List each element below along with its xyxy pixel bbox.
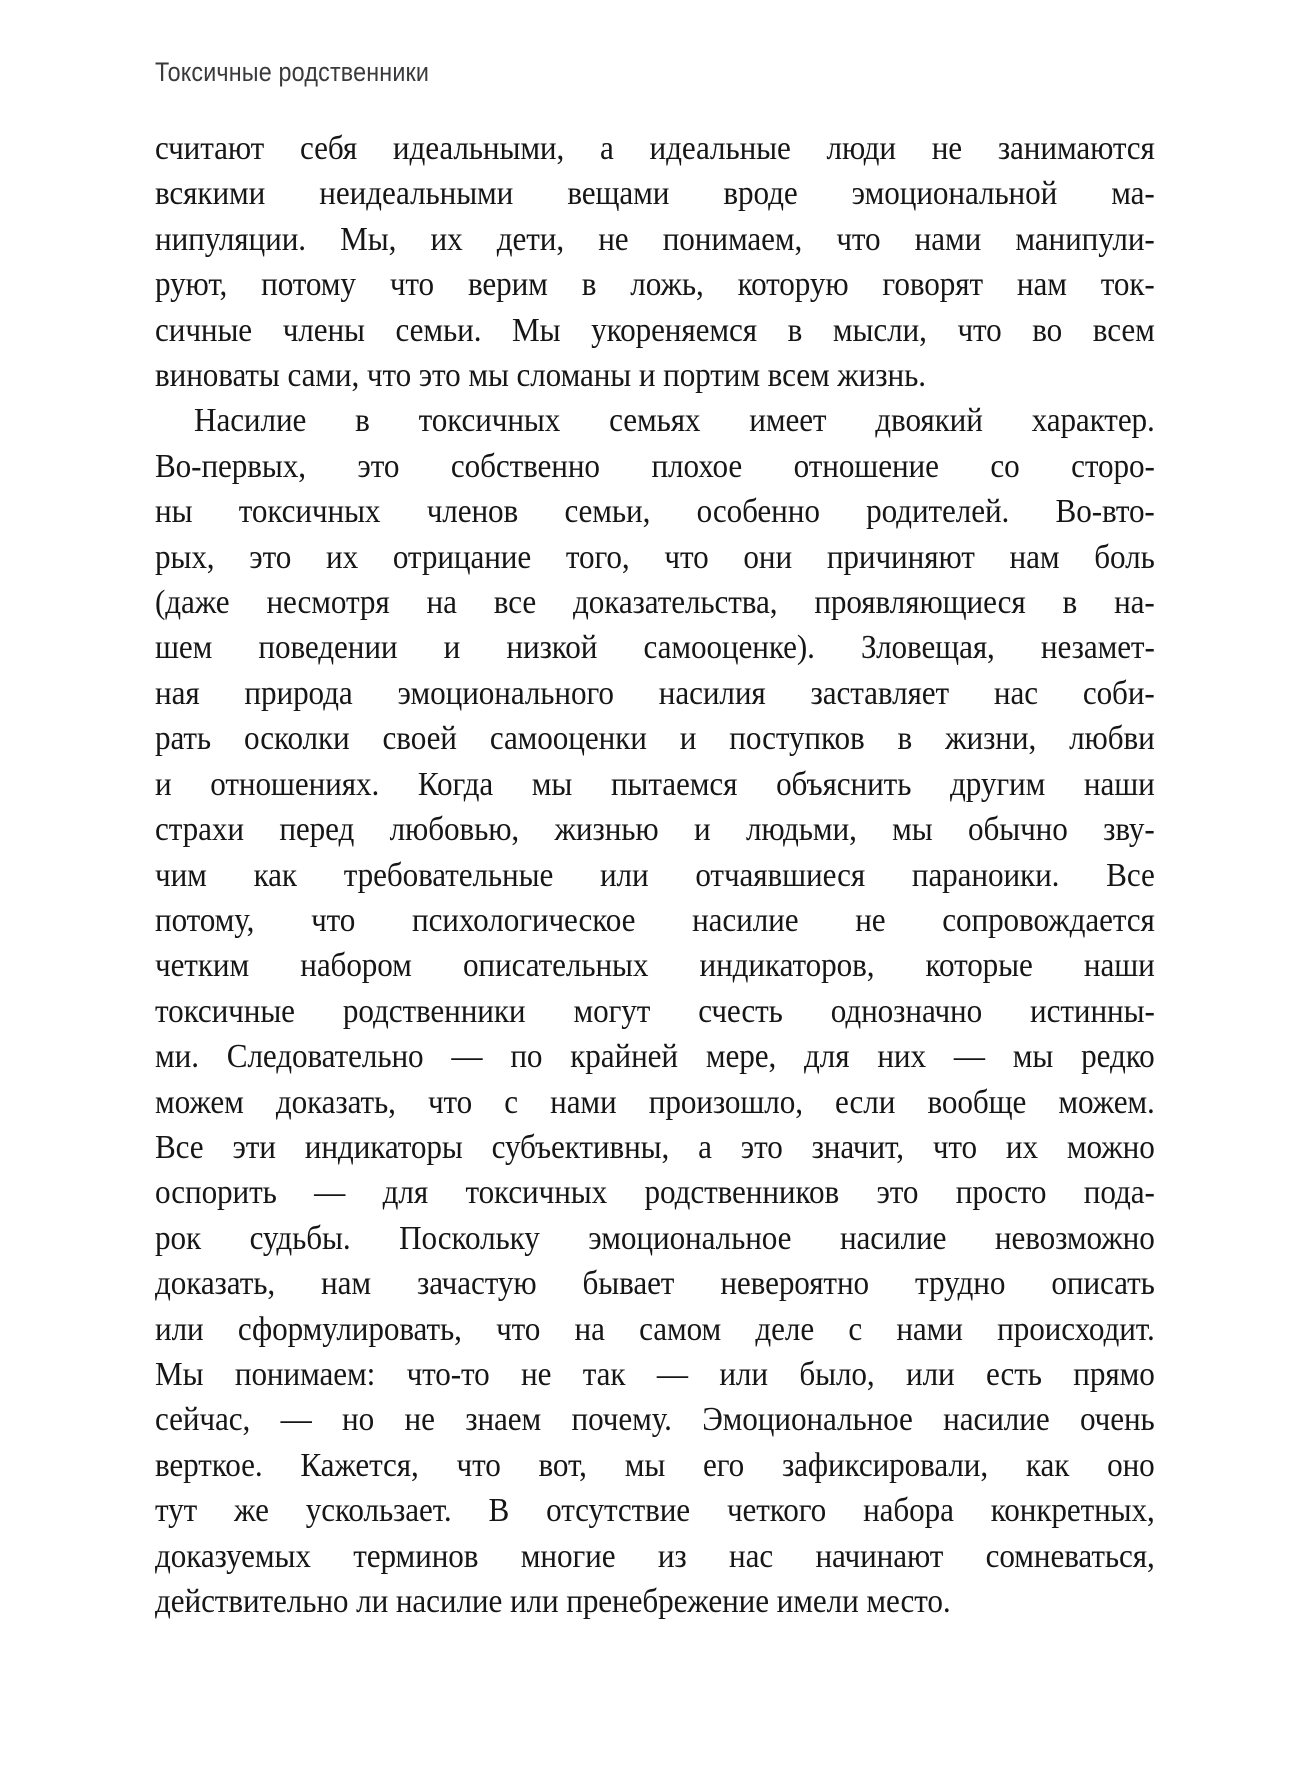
word: это [249,538,292,576]
word: набором [300,947,412,985]
word: или [905,1355,955,1393]
word: имеет [749,402,827,440]
word: что [836,220,881,258]
word: боль [1094,538,1155,576]
text-line [155,943,1155,988]
word: зафиксировали, [781,1446,989,1484]
word: обычно [968,811,1068,849]
word: них [877,1038,926,1076]
text-line [155,398,1155,443]
word: эмоциональной [851,175,1058,213]
word: прямо [1073,1355,1155,1393]
word: это [876,1174,919,1212]
word: можем [155,1083,244,1121]
word: но [342,1401,375,1439]
word: токсичные [155,992,295,1030]
word: для [382,1174,429,1212]
word: вообще [927,1083,1027,1121]
word: перед [279,811,355,849]
body-paragraph [155,126,1155,1624]
word: мы [892,811,933,849]
word: эмоциональное [588,1219,792,1257]
word: нами [550,1083,617,1121]
word: самооценке). [643,629,815,667]
text-line [155,1397,1155,1442]
word: тут [155,1492,198,1530]
word: характер. [1031,402,1155,440]
word: понимаем, [662,220,803,258]
word: оспорить [155,1174,277,1212]
word: счесть [698,992,783,1030]
word: требовательные [343,856,554,894]
word: ток- [1100,266,1155,304]
text-line [155,126,1155,171]
word: токсичных [465,1174,608,1212]
word: в [581,266,597,304]
word: соби- [1082,674,1155,712]
word: семьи. [395,311,482,349]
word: что [311,901,356,939]
word: во [1032,311,1063,349]
word: в [897,720,913,758]
text-line [155,807,1155,852]
word: идеальными, [392,130,565,167]
word: Поскольку [399,1219,540,1257]
word: поведении [258,629,398,667]
word: так [582,1355,626,1393]
text-line [155,1352,1155,1397]
word: отношение [793,447,939,485]
word: мысли, [832,311,927,349]
word: Мы, [340,220,397,258]
text-line [155,671,1155,716]
word: на- [1114,584,1155,622]
word: своей [382,720,457,758]
word: эмоционального [397,674,614,712]
text-line [155,989,1155,1034]
word: что [389,266,435,304]
word: сторо- [1071,447,1155,485]
word: конкретных, [990,1492,1155,1530]
word: дети, [496,220,565,258]
word: а [600,130,614,167]
word: есть [986,1355,1042,1393]
word: отсутствие [546,1492,691,1530]
word: нас [993,674,1038,712]
word: и [443,629,461,667]
word: с [504,1083,519,1121]
word: Зловещая, [860,629,995,667]
word: сичные [155,311,253,349]
word: всякими [155,175,266,213]
word: верткое. [155,1446,263,1484]
word: невозможно [994,1219,1155,1257]
word: зву- [1103,811,1155,849]
word: потому, [155,901,255,939]
word: невероятно [720,1265,870,1303]
word: нас [729,1537,774,1575]
word: как [253,856,297,894]
word: судьбы. [249,1219,351,1257]
word: особенно [696,493,820,531]
word: и [155,765,172,803]
word: ма- [1111,175,1155,213]
text-line [155,1080,1155,1125]
word: плохое [651,447,743,485]
text-line [155,217,1155,262]
word: считают [155,130,265,167]
word: насилия [658,674,766,712]
word: Во-первых, [155,447,306,485]
word: пода- [1083,1174,1155,1212]
word: доказать, [155,1265,276,1303]
text-line [155,1534,1155,1579]
word: незамет- [1040,629,1155,667]
word: нами [896,1310,963,1348]
text-line [155,1170,1155,1215]
word: родственников [644,1174,840,1212]
word: а [698,1128,712,1166]
text-line [155,1261,1155,1306]
word: Все [155,1128,204,1166]
word: в [787,311,803,349]
word: ложь, [630,266,704,304]
word: которые [925,947,1033,985]
word: произошло, [648,1083,803,1121]
word: наши [1083,765,1155,803]
word: что [932,1128,978,1166]
word: Все [1106,856,1155,894]
text-line [155,262,1155,307]
word: начинают [815,1537,944,1575]
word: родителей. [866,493,1010,531]
word: — [656,1355,688,1393]
word: которую [737,266,849,304]
word: крайней [570,1038,679,1076]
word: ная [155,674,200,712]
word: же [234,1492,269,1530]
word: доказать, [275,1083,396,1121]
text-line [155,898,1155,943]
word: их [325,538,359,576]
word: все [493,584,537,622]
word: нипуляции. [155,220,306,258]
word: сопровождается [942,901,1155,939]
word: потому [261,266,356,304]
word: насилие [839,1219,947,1257]
word: вроде [723,175,798,213]
word: почему. [571,1401,672,1439]
word: низкой [506,629,598,667]
word: в [1062,584,1078,622]
word: что-то [406,1355,490,1393]
word: заставляет [810,674,950,712]
word: — [451,1038,483,1076]
word: Мы [155,1355,204,1393]
word: или [599,856,649,894]
word: пытаемся [610,765,738,803]
word: сейчас, [155,1401,251,1439]
text-line [155,1307,1155,1352]
word: причиняют [826,538,975,576]
word: Мы [512,311,561,349]
word: индикаторов, [699,947,875,985]
word: на [574,1310,605,1348]
word: что [456,1446,501,1484]
word: истинны- [1030,992,1155,1030]
word: Когда [417,765,494,803]
word: — [280,1401,312,1439]
word: было, [799,1355,875,1393]
word: многие [520,1537,616,1575]
word: это [357,447,400,485]
word: если [835,1083,896,1121]
word: для [804,1038,850,1076]
word: рать [155,720,212,758]
text-line: действительно ли насилие или пренебрежение имели место. [155,1583,951,1620]
text-line [155,171,1155,216]
word: очень [1079,1401,1155,1439]
text-line [155,625,1155,670]
word: семьи, [564,493,651,531]
word: просто [955,1174,1047,1212]
word: их [1005,1128,1038,1166]
word: — [953,1038,985,1076]
word: шем [155,629,213,667]
word: четким [155,947,250,985]
word: эти [232,1128,276,1166]
word: деле [755,1310,815,1348]
word: жизнью [554,811,659,849]
word: манипули- [1015,220,1155,258]
word: нам [321,1265,371,1303]
word: ны [155,493,193,531]
word: всем [1092,311,1155,349]
word: рых, [155,538,215,576]
word: семьях [609,402,701,440]
word: другим [950,765,1046,803]
body-text-block [155,126,1155,1624]
word: его [703,1446,745,1484]
word: насилие [692,901,799,939]
word: объяснить [776,765,912,803]
word: Во-вто- [1055,493,1155,531]
word: осколки [244,720,350,758]
word: или [155,1310,204,1348]
word: со [990,447,1020,485]
word: люди [826,130,896,167]
word: Следовательно [226,1038,424,1076]
word: можно [1066,1128,1155,1166]
word: верим [467,266,548,304]
word: мере, [705,1038,777,1076]
word: они [743,538,793,576]
text-line [155,1034,1155,1079]
text-line [155,1488,1155,1533]
word: идеальные [649,130,791,167]
word: доказуемых [155,1537,311,1575]
word: оно [1107,1446,1155,1484]
word: что [427,1083,473,1121]
word: нам [1016,266,1067,304]
word: и [693,811,711,849]
word: членов [426,493,519,531]
word: доказательства, [573,584,778,622]
word: руют, [155,266,228,304]
word: терминов [353,1537,479,1575]
word: Эмоциональное [702,1401,913,1439]
word: четкого [726,1492,827,1530]
word: с [848,1310,863,1348]
word: описательных [462,947,649,985]
word: собственно [450,447,600,485]
word: ми. [155,1038,199,1076]
word: значит, [811,1128,904,1166]
word: рок [155,1219,202,1257]
word: не [855,901,886,939]
word: бывает [582,1265,675,1303]
word: члены [282,311,365,349]
word: нам [1009,538,1060,576]
word: однозначно [830,992,983,1030]
word: людьми, [745,811,857,849]
text-line: виноваты сами, что это мы сломаны и портим всем жизнь. [155,357,926,395]
word: понимаем: [234,1355,376,1393]
word: себя [299,130,358,167]
word: мы [1012,1038,1054,1076]
word: чим [155,856,207,894]
word: психологическое [411,901,636,939]
word: набора [863,1492,954,1530]
word: двоякий [875,402,983,440]
text-line [155,535,1155,580]
word: (даже [155,584,230,622]
word: ускользает. [305,1492,452,1530]
text-line [155,1443,1155,1488]
text-line [155,1125,1155,1170]
word: родственники [342,992,526,1030]
word: как [1025,1446,1070,1484]
word: самом [639,1310,722,1348]
word: неидеальными [319,175,514,213]
word: что [664,538,709,576]
word: несмотря [266,584,390,622]
word: или [719,1355,768,1393]
word: наши [1083,947,1155,985]
word: это [740,1128,783,1166]
word: токсичных [418,402,561,440]
word: страхи [155,811,244,849]
word: мы [624,1446,666,1484]
word: вот, [538,1446,587,1484]
text-line [155,580,1155,625]
text-line [155,308,1155,353]
word: по [510,1038,543,1076]
text-line [155,489,1155,534]
text-line [155,853,1155,898]
word: любви [1069,720,1155,758]
word: Кажется, [300,1446,419,1484]
word: индикаторы [304,1128,463,1166]
word: зачастую [416,1265,537,1303]
word: отрицание [392,538,532,576]
text-line [155,444,1155,489]
word: и [679,720,697,758]
word: описать [1051,1265,1155,1303]
word: редко [1081,1038,1155,1076]
word: параноики. [911,856,1060,894]
text-line [155,716,1155,761]
word: любовью, [389,811,520,849]
word: того, [565,538,630,576]
word: на [426,584,457,622]
word: происходит. [997,1310,1155,1348]
word: мы [531,765,573,803]
word: можем. [1058,1083,1155,1121]
word: субъективны, [491,1128,670,1166]
running-header: Токсичные родственники [155,57,430,87]
word: не [931,130,963,167]
word: знаем [465,1401,542,1439]
word: не [521,1355,552,1393]
word: в [355,402,370,440]
word: вещами [567,175,670,213]
word: не [598,220,629,258]
word: нами [914,220,982,258]
word: что [496,1310,541,1348]
word: проявляющиеся [814,584,1026,622]
text-line [155,1216,1155,1261]
word: насилие [943,1401,1050,1439]
word: — [314,1174,346,1212]
word: жизни, [945,720,1037,758]
word: могут [573,992,651,1030]
word: Насилие [194,402,307,440]
word: трудно [915,1265,1006,1303]
word: занимаются [997,130,1155,167]
word: из [657,1537,687,1575]
text-line [155,762,1155,807]
word: сомневаться, [985,1537,1155,1575]
word: поступков [729,720,865,758]
word: сформулировать, [237,1310,462,1348]
word: токсичных [238,493,381,531]
word: отношениях. [210,765,380,803]
word: укореняемся [591,311,757,349]
word: что [957,311,1002,349]
word: отчаявшиеся [695,856,866,894]
word: В [488,1492,510,1530]
word: их [430,220,463,258]
word: природа [244,674,353,712]
word: самооценки [489,720,647,758]
word: не [404,1401,435,1439]
word: говорят [882,266,983,304]
